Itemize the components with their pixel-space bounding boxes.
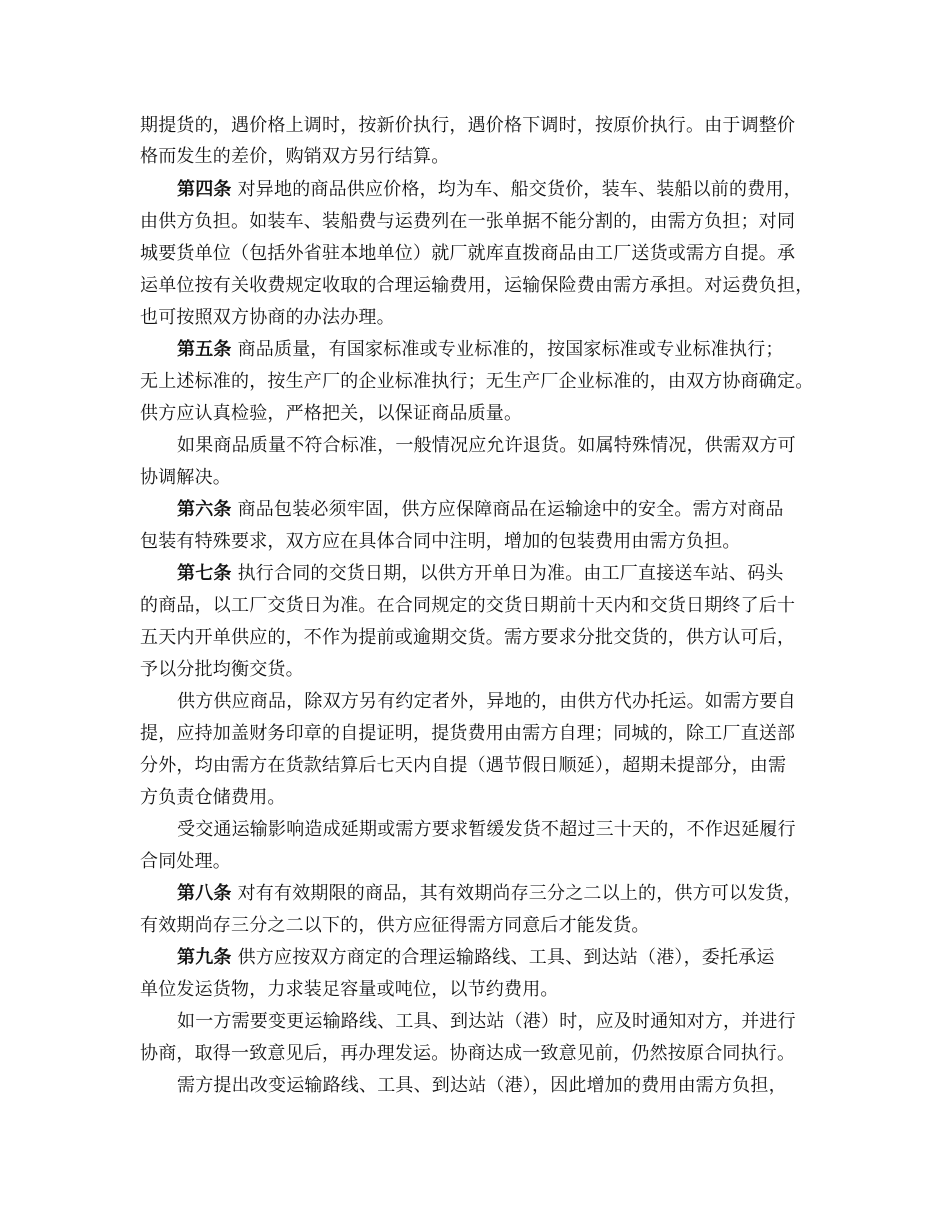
- text-line: 如一方需要变更运输路线、工具、到达站（港）时，应及时通知对方，并进行: [177, 1011, 796, 1032]
- text-line: 五天内开单供应的，不作为提前或逾期交货。需方要求分批交货的，供方认可后，: [140, 627, 796, 648]
- article-6-line: [177, 498, 784, 522]
- text-line: 协调解决。: [140, 467, 231, 488]
- text-line: 单位发运货物，力求装足容量或吨位，以节约费用。: [140, 979, 559, 1000]
- text-line: 期提货的，遇价格上调时，按新价执行，遇价格下调时，按原价执行。由于调整价: [140, 115, 796, 136]
- text-line: 也可按照双方协商的办法办理。: [140, 307, 395, 328]
- article-9-label: 第九条: [177, 947, 232, 968]
- article-4-label: 第四条: [177, 179, 232, 200]
- text-line: 的商品，以工厂交货日为准。在合同规定的交货日期前十天内和交货日期终了后十: [140, 595, 796, 616]
- article-8-label: 第八条: [177, 883, 232, 904]
- article-5-line: [177, 338, 784, 362]
- text-line: 供方应按双方商定的合理运输路线、工具、到达站（港），委托承运: [237, 947, 775, 968]
- text-line: 供方供应商品，除双方另有约定者外，异地的，由供方代办托运。如需方要自: [177, 691, 796, 712]
- text-line: 商品质量，有国家标准或专业标准的，按国家标准或专业标准执行；: [237, 339, 784, 360]
- text-line: 商品包装必须牢固，供方应保障商品在运输途中的安全。需方对商品: [237, 499, 784, 520]
- text-line: 无上述标准的，按生产厂的企业标准执行；无生产厂企业标准的，由双方协商确定。: [140, 371, 814, 392]
- text-line: 协商，取得一致意见后，再办理发运。协商达成一致意见前，仍然按原合同执行。: [140, 1043, 796, 1064]
- text-line: 执行合同的交货日期，以供方开单日为准。由工厂直接送车站、码头: [237, 563, 784, 584]
- article-4-line: [177, 178, 802, 202]
- text-line: 予以分批均衡交货。: [140, 659, 304, 680]
- text-line: 受交通运输影响造成延期或需方要求暂缓发货不超过三十天的，不作迟延履行: [177, 819, 796, 840]
- text-line: 城要货单位（包括外省驻本地单位）就厂就库直拨商品由工厂送货或需方自提。承: [140, 243, 796, 264]
- article-5-label: 第五条: [177, 339, 232, 360]
- article-6-label: 第六条: [177, 499, 232, 520]
- text-line: 包装有特殊要求，双方应在具体合同中注明，增加的包装费用由需方负担。: [140, 531, 741, 552]
- article-7-line: [177, 562, 784, 586]
- text-line: 对有有效期限的商品，其有效期尚存三分之二以上的，供方可以发货，: [237, 883, 802, 904]
- text-line: 运单位按有关收费规定收取的合理运输费用，运输保险费由需方承担。对运费负担，: [140, 275, 814, 296]
- text-line: 供方应认真检验，严格把关，以保证商品质量。: [140, 403, 523, 424]
- article-9-line: [177, 946, 775, 970]
- text-line: 提，应持加盖财务印章的自提证明，提货费用由需方自理；同城的，除工厂直送部: [140, 723, 796, 744]
- text-line: 由供方负担。如装车、装船费与运费列在一张单据不能分割的，由需方负担；对同: [140, 211, 796, 232]
- article-7-label: 第七条: [177, 563, 232, 584]
- text-line: 需方提出改变运输路线、工具、到达站（港），因此增加的费用由需方负担，: [177, 1075, 787, 1096]
- text-line: 方负责仓储费用。: [140, 787, 286, 808]
- text-line: 格而发生的差价，购销双方另行结算。: [140, 146, 450, 167]
- text-line: 分外，均由需方在货款结算后七天内自提（遇节假日顺延），超期未提部分，由需: [140, 755, 787, 776]
- article-8-line: [177, 882, 802, 906]
- text-line: 如果商品质量不符合标准，一般情况应允许退货。如属特殊情况，供需双方可: [177, 435, 796, 456]
- text-line: 对异地的商品供应价格，均为车、船交货价，装车、装船以前的费用，: [237, 179, 802, 200]
- text-line: 有效期尚存三分之二以下的，供方应征得需方同意后才能发货。: [140, 915, 650, 936]
- text-line: 合同处理。: [140, 851, 231, 872]
